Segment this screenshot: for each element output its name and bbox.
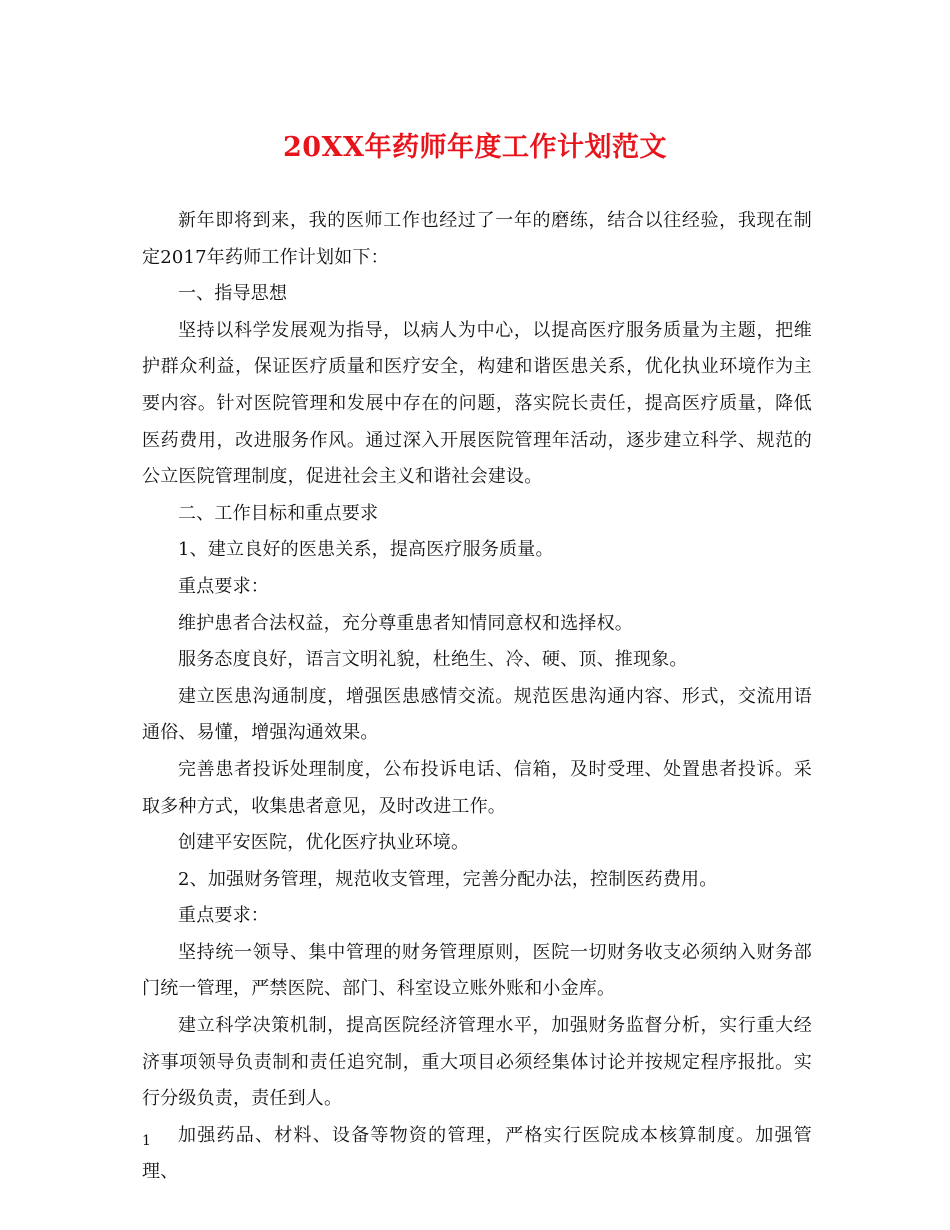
paragraph: 创建平安医院，优化医疗执业环境。 <box>178 832 470 854</box>
paragraph: 坚持以科学发展观为指导，以病人为中心，以提高医疗服务质量为主题，把维护群众利益，保证医疗质量和医疗安全，构建和谐医患关系，优化执业环境作为主要内容。针对医院管理和发展中存在的问题，落实院长责任，提高医疗质量，降低医药费用，改进服务作风。通过深入开展医院管理年活动，逐步建立科学、规范的公立医院管理制度，促进社会主义和谐社会建设。 <box>142 319 812 488</box>
paragraph: 2、加强财务管理，规范收支管理，完善分配办法，控制医药费用。 <box>178 868 718 890</box>
page-number: 1 <box>142 1133 151 1149</box>
section-heading: 二、工作目标和重点要求 <box>178 502 379 524</box>
section-heading: 一、指导思想 <box>178 283 288 305</box>
paragraph: 建立医患沟通制度，增强医患感情交流。规范医患沟通内容、形式，交流用语通俗、易懂，增强沟通效果。 <box>142 685 812 744</box>
paragraph: 完善患者投诉处理制度，公布投诉电话、信箱，及时受理、处置患者投诉。采取多种方式，收集患者意见，及时改进工作。 <box>142 758 812 817</box>
document-title: 20XX年药师年度工作计划范文 <box>283 132 667 163</box>
paragraph: 新年即将到来，我的医师工作也经过了一年的磨练，结合以往经验，我现在制定2017年药师工作计划如下： <box>142 210 812 268</box>
document-body <box>142 203 812 1191</box>
paragraph: 重点要求： <box>178 575 269 597</box>
paragraph: 1、建立良好的医患关系，提高医疗服务质量。 <box>178 539 554 561</box>
paragraph: 重点要求： <box>178 905 269 927</box>
paragraph: 服务态度良好，语言文明礼貌，杜绝生、冷、硬、顶、推现象。 <box>178 649 688 671</box>
paragraph: 维护患者合法权益，充分尊重患者知情同意权和选择权。 <box>178 612 633 634</box>
paragraph: 坚持统一领导、集中管理的财务管理原则，医院一切财务收支必须纳入财务部门统一管理，严禁医院、部门、科室设立账外账和小金库。 <box>142 941 812 1000</box>
paragraph: 建立科学决策机制，提高医院经济管理水平，加强财务监督分析，实行重大经济事项领导负责制和责任追究制，重大项目必须经集体讨论并按规定程序报批。实行分级负责，责任到人。 <box>142 1015 812 1110</box>
paragraph: 加强药品、材料、设备等物资的管理，严格实行医院成本核算制度。加强管理、 <box>142 1124 812 1183</box>
